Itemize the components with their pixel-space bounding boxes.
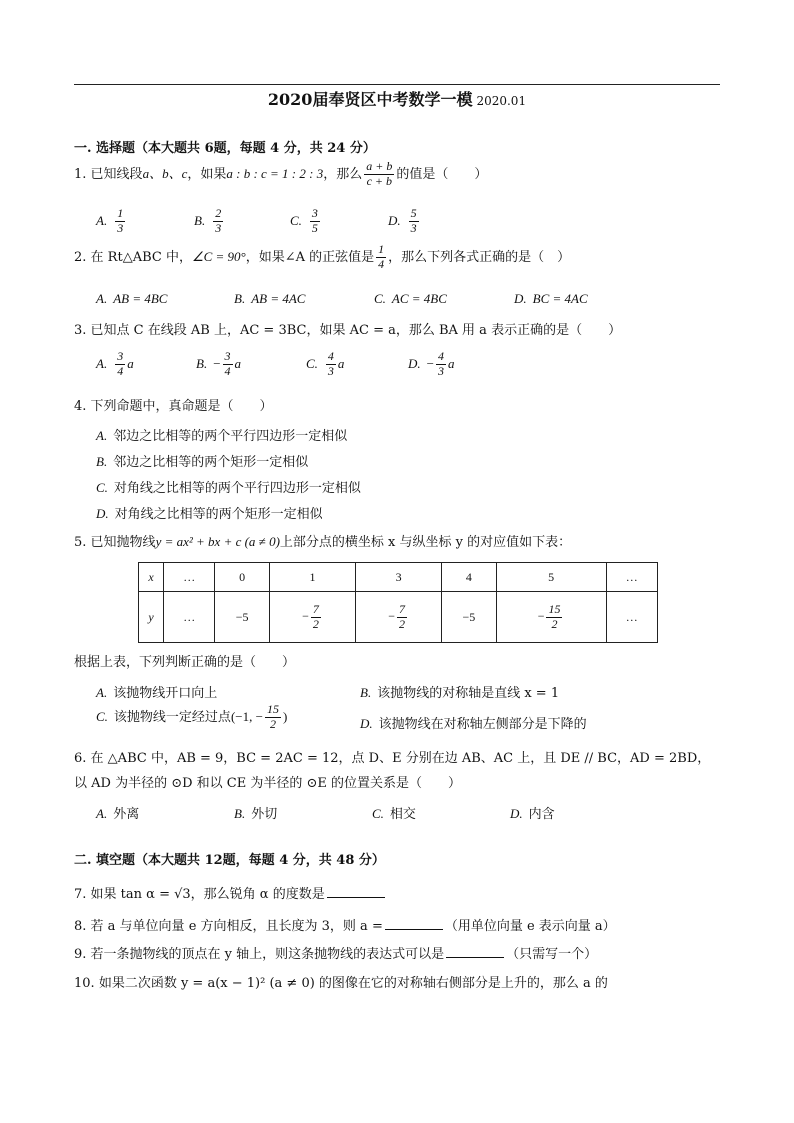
question-7: 7. 如果 tan α = √3，那么锐角 α 的度数是	[74, 887, 387, 903]
table-cell: x	[139, 563, 164, 592]
answer-blank[interactable]	[327, 896, 385, 898]
q4-option-b: B. 邻边之比相等的两个矩形一定相似	[96, 454, 309, 470]
table-cell: y	[139, 592, 164, 643]
question-4: 4. 下列命题中，真命题是（ ）	[74, 399, 273, 414]
question-5: 5. 已知抛物线y = ax² + bx + c (a ≠ 0)上部分点的横坐标 x 与纵坐标 y 的对应值如下表：	[74, 534, 572, 550]
table-cell: 4	[442, 563, 497, 592]
question-6-line-2: 以 AD 为半径的 ⊙D 和以 CE 为半径的 ⊙E 的位置关系是（ ）	[74, 776, 462, 791]
table-cell: −5	[215, 592, 270, 643]
q3-option-d: D. − $\frac{4}{3}$ a	[408, 349, 455, 378]
exam-date: 2020.01	[476, 94, 527, 108]
page-title: 2020届奉贤区中考数学一模 2020.01	[267, 90, 527, 109]
question-3: 3. 已知点 C 在线段 AB 上，AC = 3BC，如果 AC = a，那么 BA 用 a 表示正确的是（ ）	[74, 323, 622, 338]
section-1-heading: 一. 选择题（本大题共 6题，每题 4 分，共 24 分）	[74, 141, 376, 156]
q3-option-b: B. − $\frac{3}{4}$ a	[196, 349, 242, 378]
question-6: 6. 在 △ABC 中，AB = 9，BC = 2AC = 12，点 D、E 分别在边 AB、AC 上，且 DE // BC，AD = 2BD，	[74, 751, 711, 766]
table-cell: …	[164, 563, 215, 592]
table-cell: − $\frac{7}{2}$	[356, 592, 442, 643]
answer-blank[interactable]	[446, 956, 504, 958]
table-cell: 5	[496, 563, 606, 592]
question-9: 9. 若一条抛物线的顶点在 y 轴上，则这条抛物线的表达式可以是 （只需写一个）	[74, 947, 598, 962]
table-cell: …	[606, 563, 657, 592]
q1-option-b: B. $\frac{2}{3}$	[194, 206, 222, 235]
q5-option-d: D. 该抛物线在对称轴左侧部分是下降的	[360, 716, 587, 732]
q2-option-c: C. AC = 4BC	[374, 291, 447, 306]
q3-option-c: C. $\frac{4}{3}$ a	[306, 349, 345, 378]
table-cell: …	[606, 592, 657, 643]
q5-option-a: A. 该抛物线开口向上	[96, 685, 218, 701]
q2-option-d: D. BC = 4AC	[514, 291, 588, 306]
table-cell: 3	[356, 563, 442, 592]
q1-option-d: D. $\frac{5}{3}$	[388, 206, 417, 235]
fraction: $\frac{a + b}{c + b}$	[366, 159, 393, 188]
q5-followup: 根据上表，下列判断正确的是（ ）	[74, 655, 296, 670]
table-cell: −5	[442, 592, 497, 643]
table-cell: 1	[269, 563, 355, 592]
q1-option-c: C. $\frac{3}{5}$	[290, 206, 318, 235]
value-table	[138, 562, 658, 643]
table-cell: − $\frac{15}{2}$	[496, 592, 606, 643]
q6-option-c: C. 相交	[372, 806, 416, 822]
table-cell: 0	[215, 563, 270, 592]
answer-blank[interactable]	[385, 928, 443, 930]
table-row-x	[139, 563, 658, 592]
q5-option-b: B. 该抛物线的对称轴是直线 x = 1	[360, 685, 560, 701]
question-2: 2. 在 Rt△ABC 中，∠C = 90°，如果∠A 的正弦值是 $\frac{1}{4}$ ，那么下列各式正确的是（ ）	[74, 242, 571, 271]
section-2-heading: 二. 填空题（本大题共 12题，每题 4 分，共 48 分）	[74, 853, 385, 868]
q4-option-c: C. 对角线之比相等的两个平行四边形一定相似	[96, 480, 361, 496]
q4-option-d: D. 对角线之比相等的两个矩形一定相似	[96, 506, 323, 522]
q3-option-a: A. $\frac{3}{4}$ a	[96, 349, 134, 378]
q6-option-d: D. 内含	[510, 806, 555, 822]
q2-option-b: B. AB = 4AC	[234, 291, 306, 306]
header-rule	[74, 84, 720, 85]
question-1: 1. 已知线段a、b、c，如果a : b : c = 1 : 2 : 3，那么 $\frac{a + b}{c + b}$ 的值是（ ）	[74, 159, 488, 188]
question-10: 10. 如果二次函数 y = a(x − 1)² (a ≠ 0) 的图像在它的对称轴右侧部分是上升的，那么 a 的	[74, 976, 608, 991]
q5-option-c: C. 该抛物线一定经过点(−1, − $\frac{15}{2}$ )	[96, 702, 288, 731]
q4-option-a: A. 邻边之比相等的两个平行四边形一定相似	[96, 428, 348, 444]
table-cell: …	[164, 592, 215, 643]
table-row-y	[139, 592, 658, 643]
table-cell: − $\frac{7}{2}$	[269, 592, 355, 643]
q6-option-b: B. 外切	[234, 806, 278, 822]
q6-option-a: A. 外离	[96, 806, 140, 822]
question-8: 8. 若 a 与单位向量 e 方向相反，且长度为 3，则 a = （用单位向量 e 表示向量 a）	[74, 919, 616, 934]
q2-option-a: A. AB = 4BC	[96, 291, 168, 306]
q1-option-a: A. $\frac{1}{3}$	[96, 206, 124, 235]
